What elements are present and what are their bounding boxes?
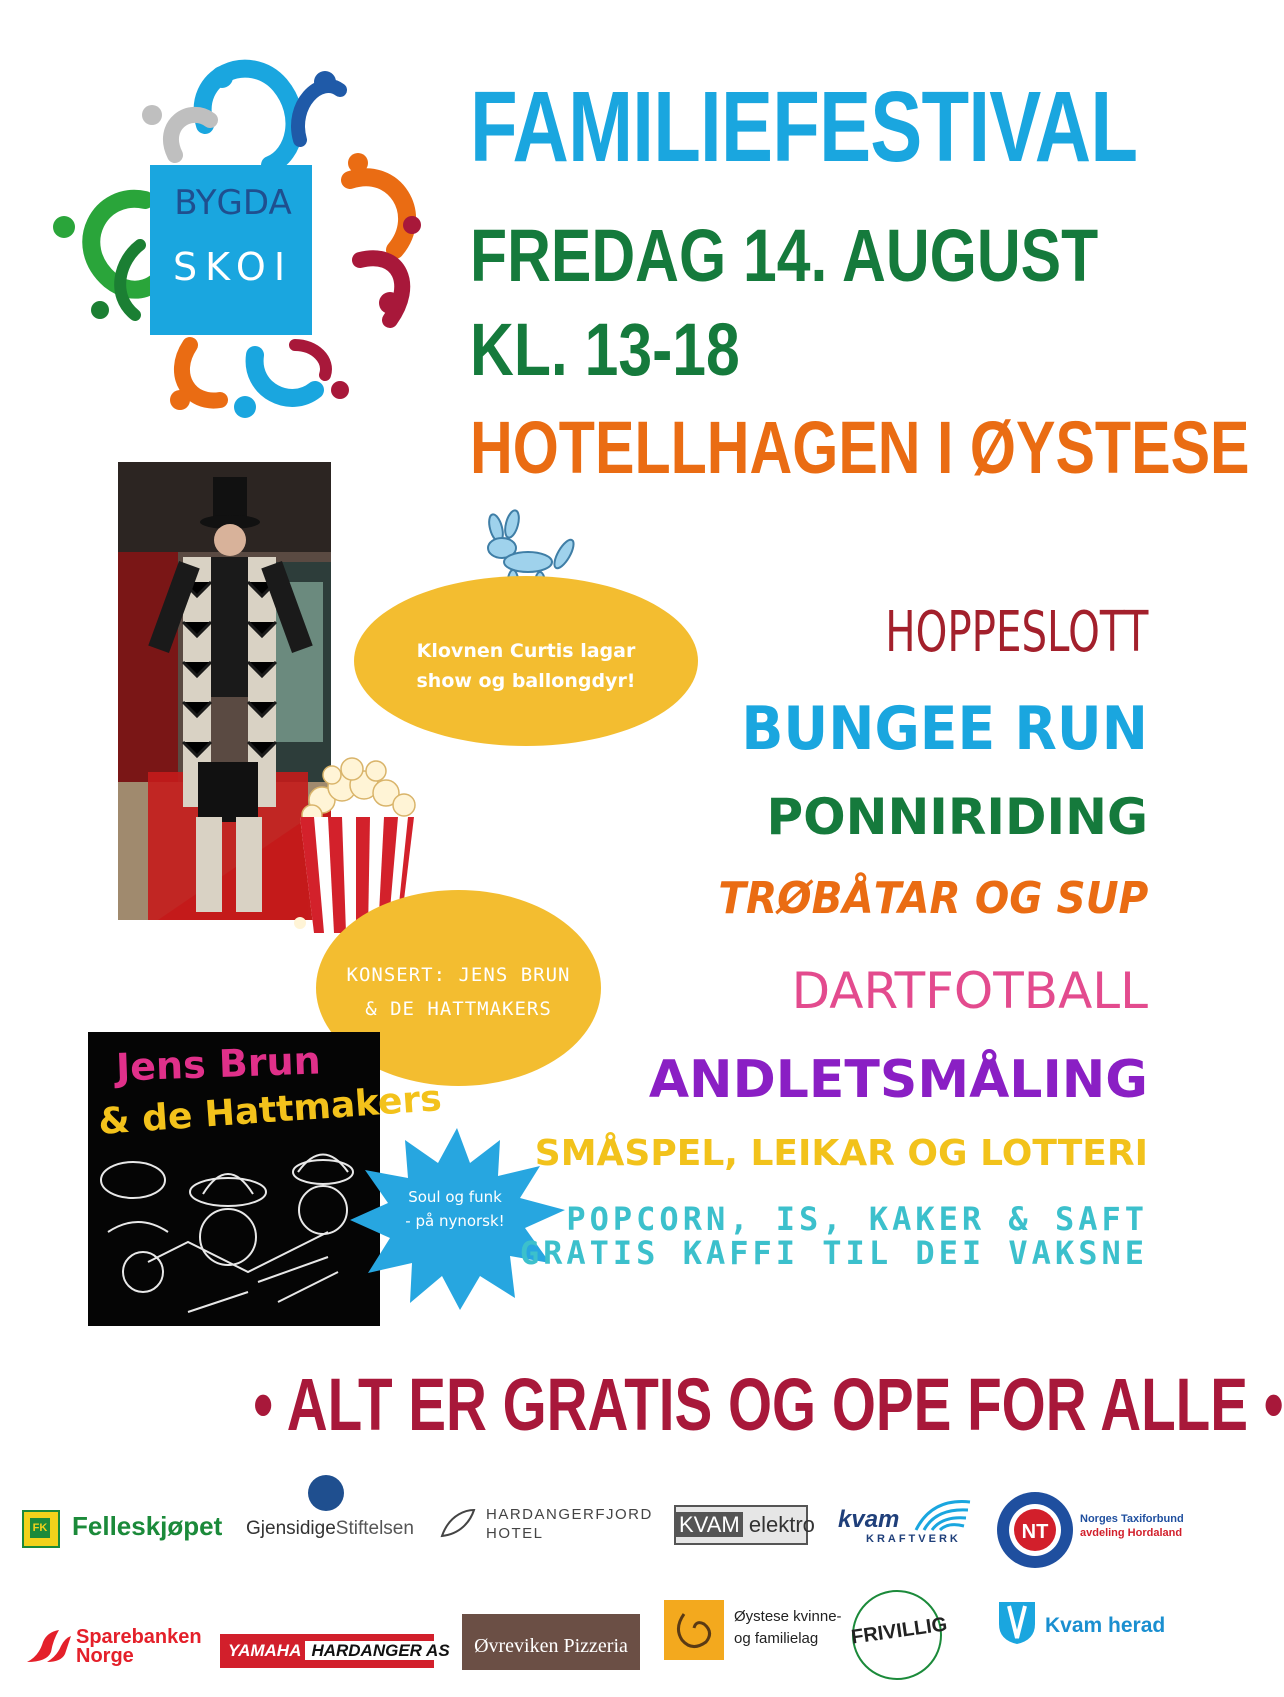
starburst-line2: - på nynorsk! [405, 1212, 505, 1230]
hardanger-leaf-icon [440, 1508, 476, 1538]
yamaha-part1: YAMAHA [228, 1641, 301, 1660]
festival-place: HOTELLHAGEN I ØYSTESE [470, 406, 1250, 489]
bygda-skoi-logo [40, 45, 430, 425]
festival-title: FAMILIEFESTIVAL [470, 71, 1138, 183]
activity-smaspel: SMÅSPEL, LEIKAR OG LOTTERI [534, 1133, 1148, 1174]
activity-refreshments [520, 1202, 1148, 1270]
activity-popcorn: POPCORN, IS, KAKER & SAFT [566, 1200, 1148, 1238]
starburst-text [380, 1185, 530, 1233]
hardanger-line1: HARDANGERFJORD [486, 1506, 653, 1523]
taxi-line2: avdeling Hordaland [1080, 1527, 1183, 1539]
sponsor-hardangerfjord [486, 1505, 653, 1543]
band-name-line2: & de Hattmakers [96, 1078, 443, 1143]
kvinnelag-icon [664, 1600, 724, 1660]
kvam-herad-shield-icon [997, 1600, 1037, 1646]
activity-bungee-run: BUNGEE RUN [741, 694, 1148, 764]
kvam-elektro-part1: KVAM [676, 1512, 743, 1537]
activity-ponniriding: PONNIRIDING [766, 788, 1148, 846]
gjensidige-part2: Stiftelsen [335, 1518, 414, 1539]
clown-bubble-line1: Klovnen Curtis lagar [416, 640, 636, 662]
activity-dartfotball: DARTFOTBALL [791, 962, 1148, 1020]
band-poster-image [88, 1032, 443, 1326]
starburst-line1: Soul og funk [408, 1188, 502, 1206]
sparebanken-icon [25, 1628, 71, 1666]
festival-time: KL. 13-18 [470, 308, 740, 391]
activity-hoppeslott: HOPPESLOTT [884, 600, 1148, 665]
sponsor-ovreviken: Øvreviken Pizzeria [462, 1614, 640, 1670]
hardanger-line2: HOTEL [486, 1525, 544, 1542]
festival-date: FREDAG 14. AUGUST [470, 214, 1099, 297]
kvinnelag-line2: og familielag [734, 1630, 819, 1647]
clown-bubble [354, 576, 698, 746]
felleskjopet-icon: FK [22, 1510, 60, 1548]
activity-andletsmaling: ANDLETSMÅLING [648, 1050, 1148, 1110]
svg-text:NT: NT [1021, 1521, 1049, 1543]
taxiforbund-icon [995, 1490, 1075, 1570]
sponsor-kvam-elektro [674, 1505, 815, 1545]
activity-trobatar: TRØBÅTAR OG SUP [718, 873, 1148, 924]
kvam-kraftverk-wave-icon [912, 1494, 974, 1534]
sponsor-yamaha [220, 1634, 450, 1668]
sponsor-kvam-kraftverk: kvam [838, 1506, 900, 1533]
kvam-elektro-part2: elektro [748, 1512, 815, 1537]
band-name-line1: Jens Brun [115, 1038, 322, 1090]
concert-bubble-line2: & DE HATTMAKERS [365, 998, 552, 1020]
free-for-all-banner: • ALT ER GRATIS OG OPE FOR ALLE • [253, 1363, 1284, 1446]
band-sketch [88, 1142, 380, 1326]
kvinnelag-line1: Øystese kvinne- [734, 1608, 842, 1625]
taxi-line1: Norges Taxiforbund [1080, 1513, 1184, 1525]
sponsor-frivillig: FRIVILLIG [849, 1613, 949, 1649]
sponsor-gjensidige [246, 1518, 414, 1540]
gjensidige-part1: Gjensidige [246, 1518, 336, 1539]
sponsor-kvinnelag [734, 1606, 842, 1650]
sparebanken-line1: Sparebanken [76, 1626, 202, 1648]
gjensidige-icon [308, 1475, 344, 1511]
activity-coffee: GRATIS KAFFI TIL DEI VAKSNE [519, 1234, 1148, 1272]
yamaha-part2: HARDANGER AS [305, 1641, 455, 1660]
concert-bubble-line1: KONSERT: JENS BRUN [346, 964, 571, 986]
sponsor-kvam-herad: Kvam herad [1045, 1614, 1166, 1637]
clown-bubble-line2: show og ballongdyr! [416, 670, 636, 692]
logo-text-skoi: SKOI [172, 245, 294, 289]
sponsor-taxiforbund [1080, 1512, 1184, 1540]
sponsor-felleskjopet: Felleskjøpet [72, 1511, 223, 1541]
sparebanken-line2: Norge [76, 1645, 134, 1667]
logo-text-bygda: BYGDA [174, 183, 292, 223]
kvam-kraftverk-sub: KRAFTVERK [866, 1533, 961, 1545]
sponsor-sparebanken [76, 1628, 202, 1666]
